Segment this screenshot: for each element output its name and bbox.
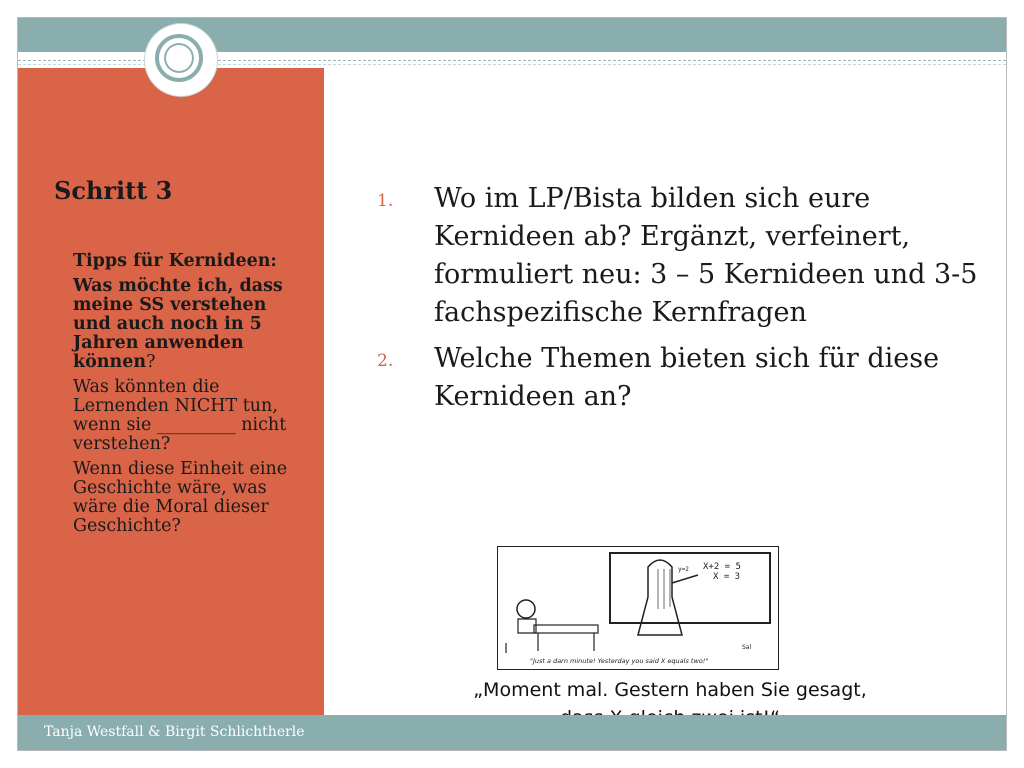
- board-equation-1: X+2 = 5: [703, 562, 741, 572]
- student-body: [518, 619, 536, 633]
- slide-title: Schritt 3: [54, 176, 173, 205]
- tip-question-1-mark: ?: [146, 352, 156, 372]
- board-side-note: y=2: [678, 566, 689, 573]
- tip-question-1-text: Was möchte ich, dass meine SS verstehen und auch noch in 5 Jahren anwenden können: [73, 276, 283, 372]
- main-list: [374, 180, 994, 424]
- tip-question-1: [73, 277, 301, 372]
- desk-legs: [506, 633, 594, 653]
- list-item: [374, 340, 994, 416]
- list-item: [374, 180, 994, 332]
- blackboard: [610, 553, 770, 623]
- list-item-text: Welche Themen bieten sich für diese Kernideen an?: [434, 343, 940, 412]
- teacher-arm: [672, 575, 698, 583]
- cartoon-signature: Sal: [742, 644, 752, 651]
- circle-ornament-inner-ring: [162, 41, 196, 75]
- caption-line-1: „Moment mal. Gestern haben Sie gesagt,: [473, 679, 867, 701]
- cartoon-drawing: [498, 547, 778, 669]
- tip-question-2: Was könnten die Lernenden NICHT tun, wenn sie _________ nicht verstehen?: [73, 377, 287, 454]
- cartoon-caption-inside: "Just a darn minute! Yesterday you said X equals two!": [530, 657, 709, 665]
- sidebar-tips: [73, 252, 301, 542]
- tips-heading: Tipps für Kernideen:: [73, 251, 277, 271]
- list-item-number: 1.: [377, 191, 394, 211]
- student-head: [517, 600, 535, 618]
- list-item-text: Wo im LP/Bista bilden sich eure Kernideen ab? Ergänzt, verfeinert, formuliert neu: 3 – 5 Kernideen und 3-5 fachspezifische Kernfragen: [434, 183, 978, 328]
- tip-question-3: Wenn diese Einheit eine Geschichte wäre, was wäre die Moral dieser Geschichte?: [73, 459, 288, 536]
- footer-text: Tanja Westfall & Birgit Schlichtherle: [44, 724, 305, 740]
- cartoon-image: [497, 546, 779, 670]
- teacher-hair: [658, 569, 670, 609]
- student-desk: [534, 625, 598, 633]
- board-equation-2: X = 3: [713, 572, 741, 582]
- list-item-number: 2.: [377, 351, 394, 371]
